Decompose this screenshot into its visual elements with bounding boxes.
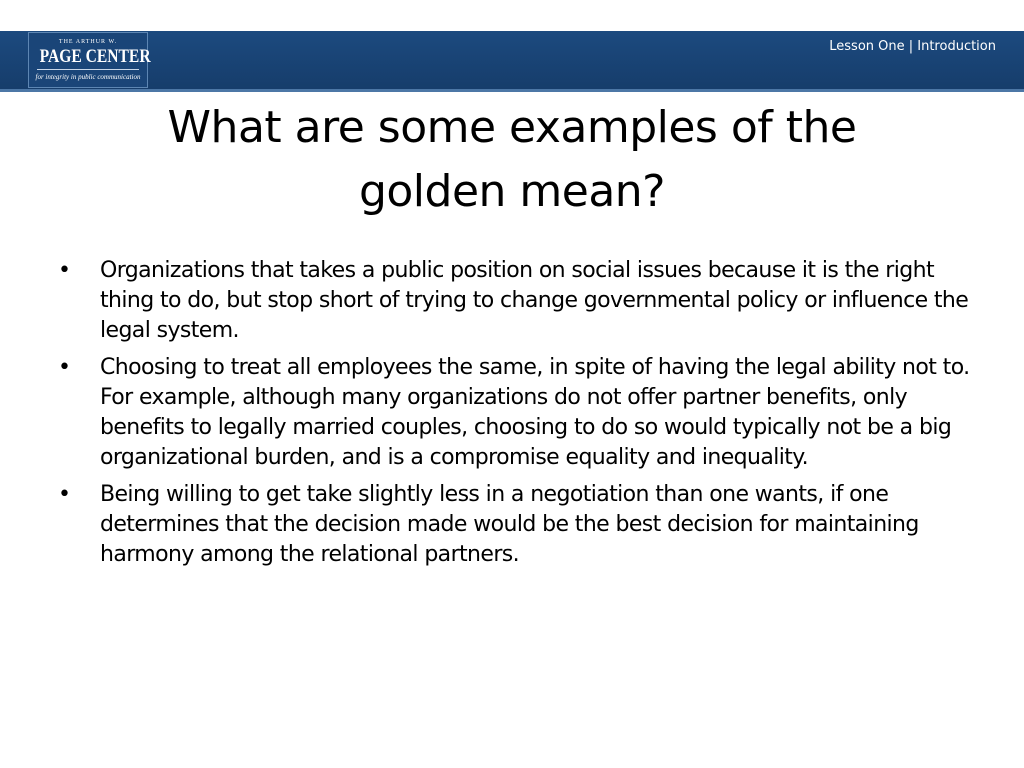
- slide-title: What are some examples of the golden mean?: [167, 102, 857, 217]
- logo-main-text: PAGE CENTER: [39, 46, 151, 67]
- bullet-list: [56, 256, 976, 577]
- bullet-text: Choosing to treat all employees the same, in spite of having the legal ability not to. For example, although many organizations do not offer partner benefits, only benefits to legally married couples, choosing to do so would typically not be a big organizational burden, and is a compromise equality and inequality.: [100, 355, 970, 470]
- logo-tagline: for integrity in public communication: [35, 73, 141, 81]
- lesson-label: Lesson One | Introduction: [829, 39, 996, 54]
- logo-divider: [37, 69, 139, 70]
- page-center-logo: [28, 32, 151, 88]
- bullet-item: [56, 480, 976, 570]
- bullet-marker: •: [58, 482, 71, 507]
- bullet-text: Being willing to get take slightly less in a negotiation than one wants, if one determines that the decision made would be the best decision for maintaining harmony among the relational partners.: [100, 482, 919, 567]
- bullet-marker: •: [58, 258, 71, 283]
- bullet-text: Organizations that takes a public position on social issues because it is the right thing to do, but stop short of trying to change governmental policy or influence the legal system.: [100, 258, 969, 343]
- bullet-marker: •: [58, 355, 71, 380]
- bullet-item: [56, 353, 976, 473]
- logo-top-text: THE ARTHUR W.: [58, 39, 118, 45]
- bullet-item: [56, 256, 976, 346]
